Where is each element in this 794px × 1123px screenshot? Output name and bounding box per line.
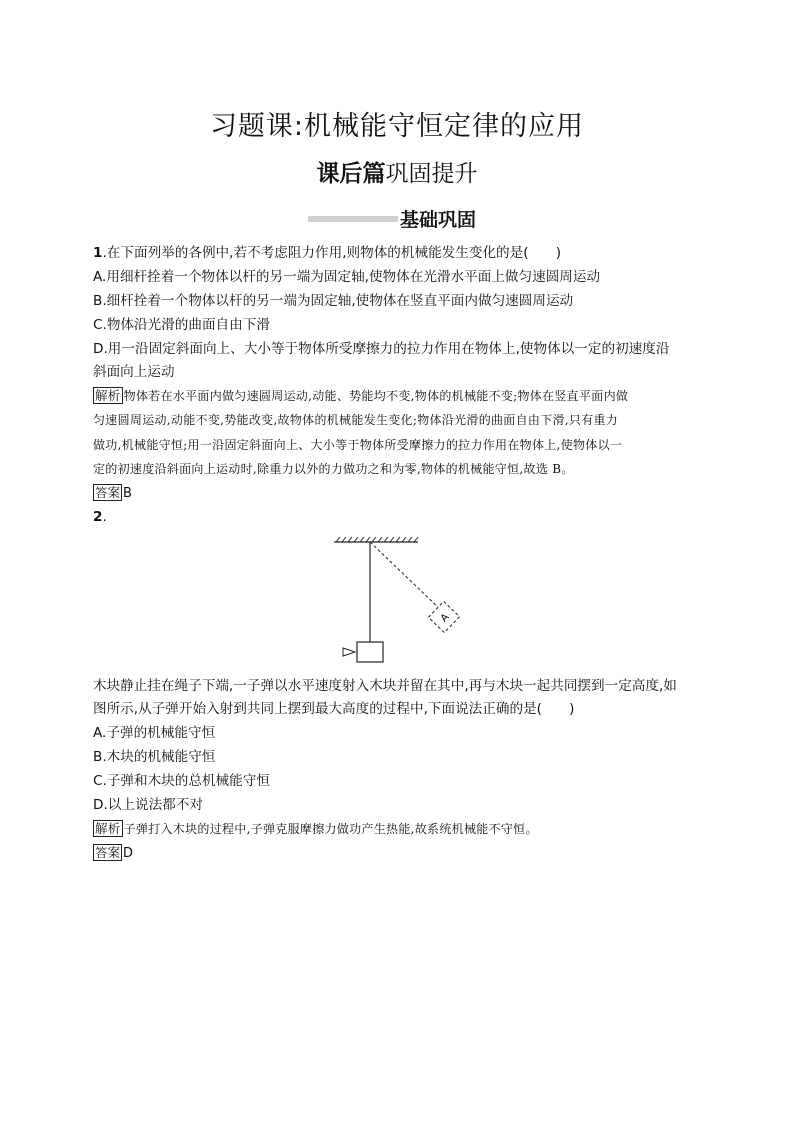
q2-option-d: D.以上说法都不对 [93, 797, 203, 813]
q1-stem-text: .在下面列举的各例中,若不考虑阻力作用,则物体的机械能发生变化的是( ) [102, 245, 562, 261]
page-subtitle [0, 155, 794, 188]
q2-explanation-text: 子弹打入木块的过程中,子弹克服摩擦力做功产生热能,故系统机械能不守恒。 [123, 822, 538, 836]
page-title: 习题课:机械能守恒定律的应用 [209, 111, 585, 142]
q1-option-c: C.物体沿光滑的曲面自由下滑 [93, 317, 270, 333]
q2-answer-label: 答案 [95, 845, 121, 860]
q1-explanation-text-4: 定的初速度沿斜面向上运动时,除重力以外的力做功之和为零,物体的机械能守恒,故选 B。 [93, 462, 574, 476]
ceiling-hatching [336, 537, 418, 542]
swung-block-label: A [438, 611, 452, 625]
wood-block [357, 642, 383, 662]
q1-explanation-line [93, 387, 628, 404]
q2-option-a: A.子弹的机械能守恒 [93, 725, 216, 741]
q2-stem-1: 木块静止挂在绳子下端,一子弹以水平速度射入木块并留在其中,再与木块一起共同摆到一定高度,如 [93, 678, 677, 694]
pendulum-figure [330, 536, 460, 666]
q2-dot: . [102, 509, 107, 525]
q2-answer-line [93, 844, 133, 863]
q1-explanation-text-1: 物体若在水平面内做匀速圆周运动,动能、势能均不变,物体的机械能不变;物体在竖直平面内做 [123, 389, 629, 403]
q1-explanation-text-3: 做功,机械能守恒;用一沿固定斜面向上、大小等于物体所受摩擦力的拉力作用在物体上,使物体以一 [93, 438, 623, 452]
section-title: 基础巩固 [400, 209, 477, 231]
q1-explanation-label: 解析 [95, 388, 121, 403]
q2-option-b: B.木块的机械能守恒 [93, 749, 216, 765]
subtitle-normal: 巩固提升 [385, 161, 478, 187]
q2-number: 2 [93, 509, 103, 525]
q1-option-a: A.用细杆拴着一个物体以杆的另一端为固定轴,使物体在光滑水平面上做匀速圆周运动 [93, 269, 601, 285]
q2-explanation-line [93, 820, 538, 837]
q1-option-d: D.用一沿固定斜面向上、大小等于物体所受摩擦力的拉力作用在物体上,使物体以一定的初速度沿 [93, 341, 670, 357]
q2-explanation-label: 解析 [95, 821, 121, 836]
q2-stem-2: 图所示,从子弹开始入射到共同上摆到最大高度的过程中,下面说法正确的是( ) [93, 701, 575, 717]
q1-answer-value: B [123, 486, 132, 501]
q1-answer-line [93, 484, 132, 503]
q2-option-c: C.子弹和木块的总机械能守恒 [93, 773, 270, 789]
subtitle-bold: 课后篇 [316, 161, 386, 187]
q1-option-d-cont: 斜面向上运动 [93, 364, 175, 380]
bullet-icon [343, 648, 355, 656]
q2-answer-value: D [123, 846, 134, 861]
q1-stem [93, 244, 561, 262]
section-heading [308, 205, 508, 233]
q1-option-b: B.细杆拴着一个物体以杆的另一端为固定轴,使物体在竖直平面内做匀速圆周运动 [93, 293, 574, 309]
q2-number-line [93, 508, 107, 526]
q1-answer-label: 答案 [95, 485, 121, 500]
section-bar [308, 216, 398, 222]
q1-number: 1 [93, 245, 103, 261]
q1-explanation-text-2: 匀速圆周运动,动能不变,势能改变,故物体的机械能发生变化;物体沿光滑的曲面自由下滑,只有重力 [93, 413, 619, 427]
dashed-rope [370, 542, 442, 611]
